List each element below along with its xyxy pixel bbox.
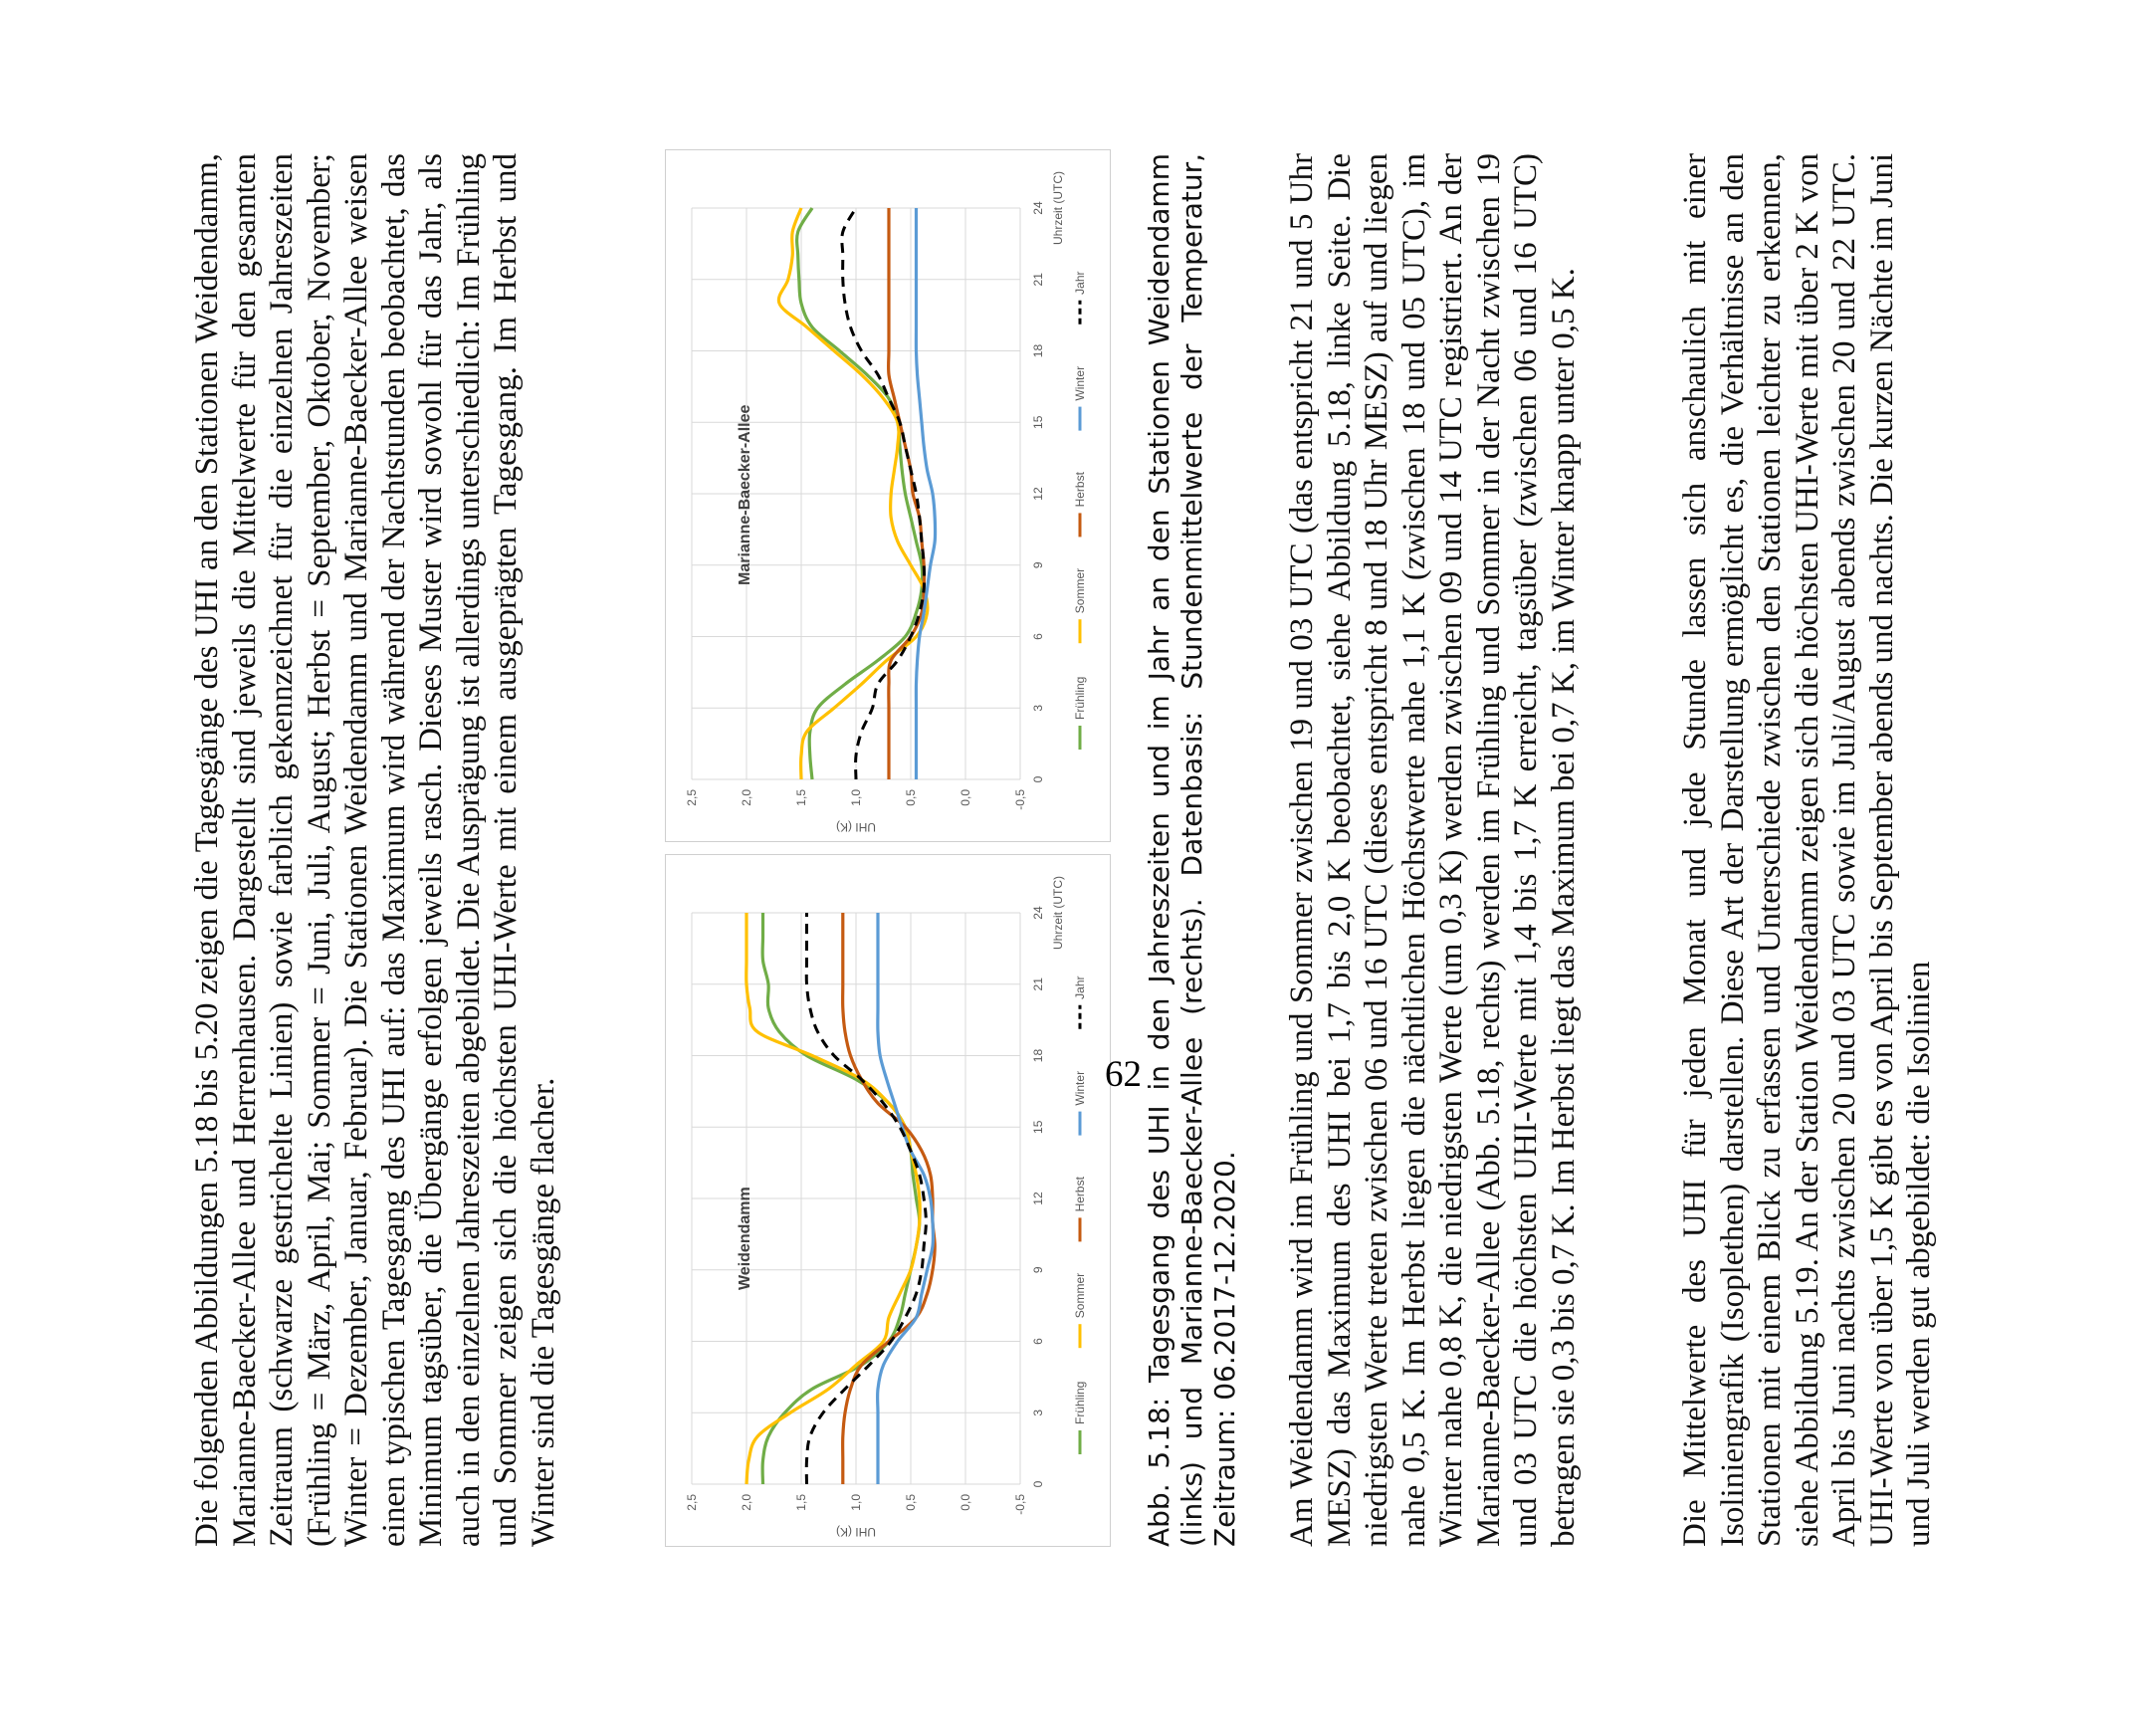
x-tick-label: 3 (1031, 704, 1045, 712)
chart-marianne-baecker-allee (665, 149, 1111, 842)
y-axis-label: UHI (K) (836, 1525, 876, 1539)
x-tick-label: 12 (1031, 487, 1045, 501)
chart-weidendamm (665, 854, 1111, 1547)
legend-label: Winter (1073, 365, 1087, 401)
x-tick-label: 24 (1031, 906, 1045, 920)
x-tick-label: 3 (1031, 1409, 1045, 1416)
chart-svg-marianne-baecker-allee (666, 150, 1110, 841)
legend-label: Herbst (1073, 472, 1087, 508)
paragraph-results: Am Weidendamm wird im Frühling und Sommer zwischen 19 und 03 UTC (das entspricht 21 und 5 Uhr MESZ) das Maximum des UHI bei 1,7 bis 2,0 K beobachtet, siehe Abbildung 5.18, linke Seite. Die niedrigsten Werte treten zwischen 06 und 16 UTC (dieses entspricht 8 und 18 Uhr MESZ) auf und liegen nahe 0,5 K. Im Herbst liegen die nächtlichen Höchstwerte nahe 1,1 K (zwischen 18 und 05 UTC), im Winter nahe 0,8 K, die niedrigsten Werte (um 0,3 K) werden zwischen 09 und 14 UTC registriert. An der Marianne-Baecker-Allee (Abb. 5.18, rechts) werden im Frühling und Sommer in der Nacht zwischen 19 und 03 UTC die höchsten UHI-Werte mit 1,4 bis 1,7 K erreicht, tagsüber (zwischen 06 und 16 UTC) betragen sie 0,3 bis 0,7 K. Im Herbst liegt das Maximum bei 0,7 K, im Winter knapp unter 0,5 K. (1284, 153, 1582, 1547)
x-tick-label: 21 (1031, 273, 1045, 287)
x-tick-label: 0 (1031, 775, 1045, 783)
legend-label: Winter (1073, 1070, 1087, 1106)
y-tick-label: 2,5 (685, 1494, 699, 1511)
paragraph-intro: Die folgenden Abbildungen 5.18 bis 5.20 zeigen die Tagesgänge des UHI an den Stationen Weidendamm, Marianne-Baecker-Allee und Herrenhausen. Dargestellt sind jeweils die Mittelwerte für den gesamten Zeitraum (schwarze gestrichelte Linien) sowie farblich gekennzeichnet für die einzelnen Jahreszeiten (Frühling = März, April, Mai; Sommer = Juni, Juli, August; Herbst = September, Oktober, November; Winter = Dezember, Januar, Februar). Die Stationen Weidendamm und Marianne-Baecker-Allee weisen einen typischen Tagesgang des UHI auf: das Maximum wird während der Nachtstunden beobachtet, das Minimum tagsüber, die Übergänge erfolgen jeweils rasch. Dieses Muster wird sowohl für das Jahr, als auch in den einzelnen Jahreszeiten abgebildet. Die Ausprägung ist allerdings unterschiedlich: Im Frühling und Sommer zeigen sich die höchsten UHI-Werte mit einem ausgeprägten Tagesgang. Im Herbst und Winter sind die Tagesgänge flacher. (189, 153, 561, 1547)
x-tick-label: 24 (1031, 201, 1045, 215)
y-tick-label: 0,0 (958, 789, 972, 806)
x-tick-label: 6 (1031, 1338, 1045, 1345)
legend-label: Jahr (1073, 976, 1087, 999)
legend-label: Herbst (1073, 1177, 1087, 1212)
legend-label: Sommer (1073, 567, 1087, 614)
y-tick-label: 1,5 (794, 1494, 808, 1511)
x-tick-label: 9 (1031, 1266, 1045, 1274)
x-tick-label: 9 (1031, 561, 1045, 569)
y-tick-label: 0,5 (904, 789, 918, 806)
y-tick-label: 2,5 (685, 789, 699, 806)
y-tick-label: 1,0 (849, 789, 863, 806)
x-axis-label: Uhrzeit (UTC) (1051, 876, 1065, 950)
x-tick-label: 18 (1031, 1048, 1045, 1063)
page-number: 62 (1105, 1054, 1142, 1095)
x-axis-label: Uhrzeit (UTC) (1051, 171, 1065, 245)
x-tick-label: 15 (1031, 1120, 1045, 1134)
y-tick-label: 0,5 (904, 1494, 918, 1511)
chart-svg-weidendamm (666, 855, 1110, 1546)
y-tick-label: 2,0 (740, 789, 753, 806)
x-tick-label: 18 (1031, 343, 1045, 358)
chart-title: Weidendamm (737, 1187, 753, 1290)
paragraph-isoplethen: Die Mittelwerte des UHI für jeden Monat und jede Stunde lassen sich anschaulich mit einer Isoliniengrafik (Isoplethen) darstellen. Diese Art der Darstellung ermöglicht es, die Verhältnisse an den Stationen mit einem Blick zu erfassen und Unterschiede zwischen den Stationen leichter zu erkennen, siehe Abbildung 5.19. An der Station Weidendamm zeigen sich die höchsten UHI-Werte mit über 2 K von April bis Juni nachts zwischen 20 und 03 UTC sowie im Juli/August abends zwischen 20 und 22 UTC. UHI-Werte von über 1,5 K gibt es von April bis September abends und nachts. Die kurzen Nächte im Juni und Juli werden gut abgebildet: die Isolinien (1677, 153, 1937, 1547)
y-tick-label: 2,0 (740, 1494, 753, 1511)
y-axis-label: UHI (K) (836, 820, 876, 834)
y-tick-label: -0,5 (1013, 789, 1027, 810)
figure-caption: Abb. 5.18: Tagesgang des UHI in den Jahreszeiten und im Jahr an den Stationen Weidendamm (links) und Marianne-Baecker-Allee (rechts). Datenbasis: Stundenmittelwerte der Temperatur, Zeitraum: 06.2017-12.2020. (1143, 153, 1241, 1547)
legend-label: Sommer (1073, 1272, 1087, 1319)
y-tick-label: 1,0 (849, 1494, 863, 1511)
x-tick-label: 6 (1031, 633, 1045, 640)
x-tick-label: 12 (1031, 1192, 1045, 1205)
x-tick-label: 21 (1031, 977, 1045, 991)
y-tick-label: 1,5 (794, 789, 808, 806)
legend-label: Jahr (1073, 271, 1087, 295)
x-tick-label: 0 (1031, 1480, 1045, 1488)
legend-label: Frühling (1073, 1381, 1087, 1424)
y-tick-label: 0,0 (958, 1494, 972, 1511)
chart-title: Marianne-Baecker-Allee (737, 404, 753, 585)
y-tick-label: -0,5 (1013, 1494, 1027, 1515)
legend-label: Frühling (1073, 676, 1087, 720)
x-tick-label: 15 (1031, 415, 1045, 429)
